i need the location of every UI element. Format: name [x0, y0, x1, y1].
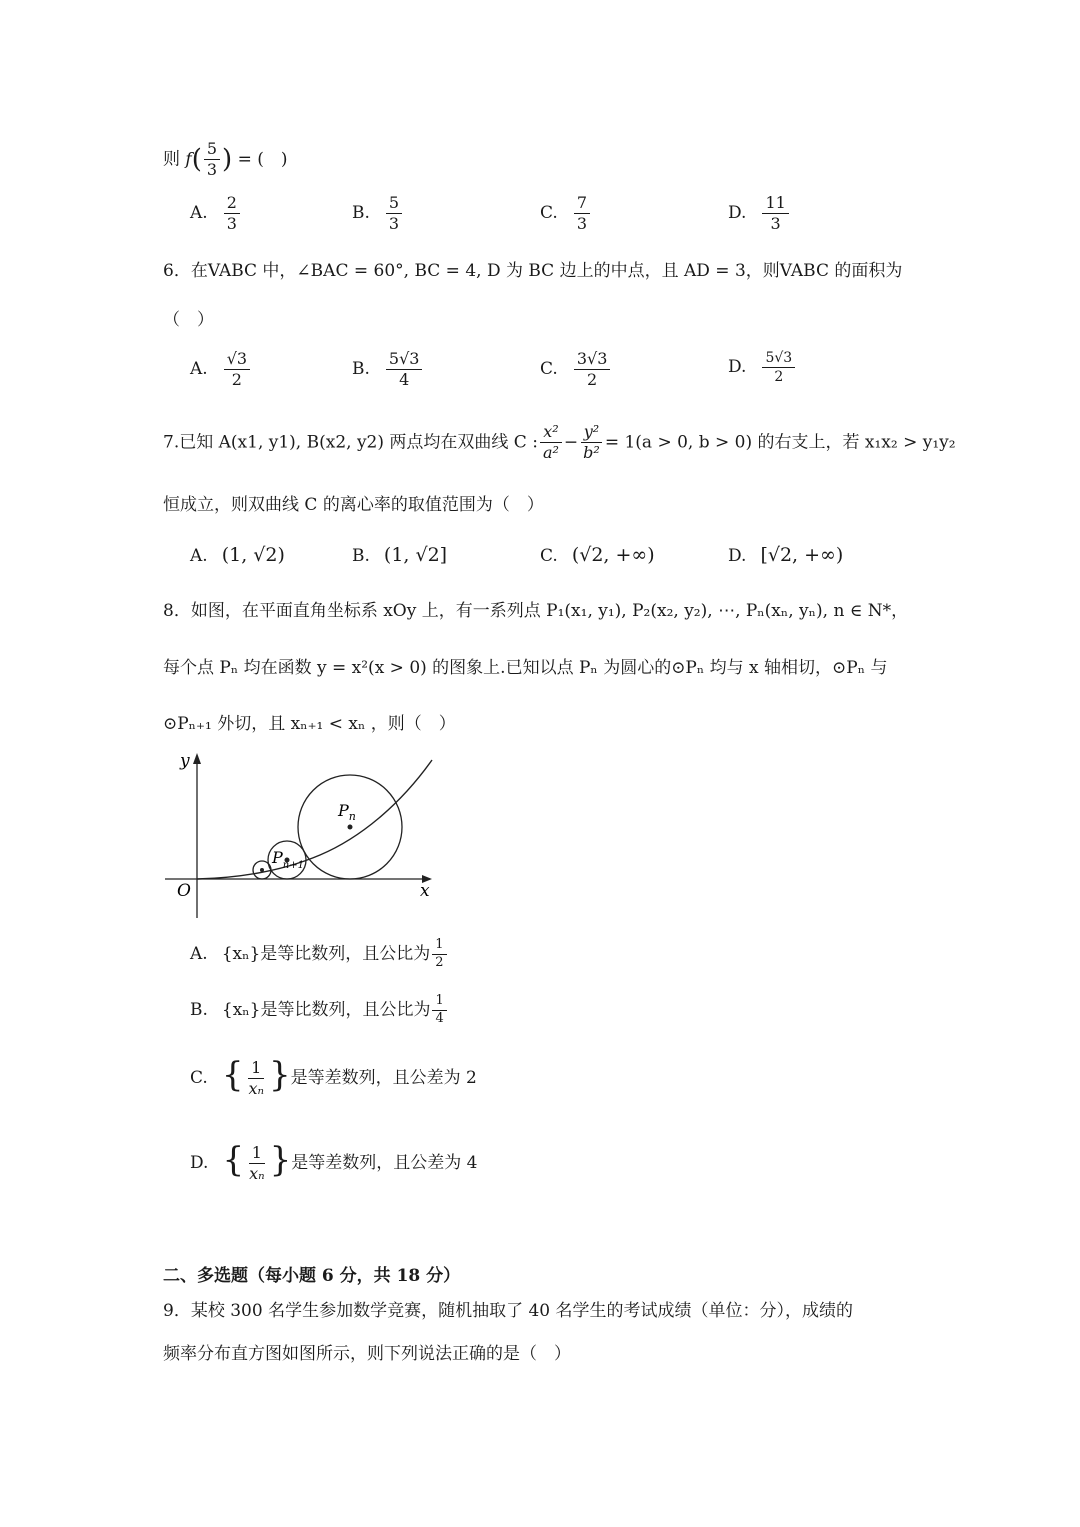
frac-den: xₙ	[248, 1079, 264, 1098]
point-pn2	[260, 868, 264, 872]
q5-paren-right: )	[222, 144, 233, 175]
frac-num: 2	[224, 194, 240, 214]
pn1-label	[271, 848, 304, 871]
frac-den: 4	[399, 370, 410, 390]
q6-stem: 6．在VABC 中，∠BAC = 60°, BC = 4, D 为 BC 边上的中点，且 AD = 3，则VABC 的面积为	[163, 261, 903, 281]
pn1-label-main: P	[272, 848, 283, 867]
option-fraction	[574, 194, 590, 234]
frac-den: 2	[435, 954, 444, 970]
frac-den: b²	[583, 443, 600, 463]
option-fraction	[224, 350, 250, 390]
option-fraction	[762, 194, 788, 234]
frac-num: 5√3	[386, 350, 423, 370]
q9-line2: 频率分布直方图如图所示，则下列说法正确的是（ ）	[163, 1344, 571, 1364]
frac-num: 3√3	[574, 350, 611, 370]
brace-left: {	[222, 1140, 245, 1180]
pn-label-main: P	[338, 801, 349, 820]
point-pn	[348, 825, 353, 830]
frac-num: x²	[540, 423, 561, 443]
q7-minus: −	[563, 432, 579, 453]
q7-fraction-x	[540, 423, 562, 463]
option-text: 是等差数列，且公差为 4	[291, 1153, 478, 1173]
q6-option-c	[540, 350, 612, 390]
frac-num: 5√3	[762, 350, 795, 368]
option-label: B.	[352, 359, 370, 380]
frac-den: 4	[435, 1010, 444, 1026]
option-fraction	[762, 350, 795, 385]
q8-option-b	[190, 994, 449, 1027]
q8-option-c	[190, 1055, 477, 1098]
option-label: D.	[728, 203, 747, 224]
option-label: B.	[352, 203, 370, 224]
option-text: 是等比数列，且公比为	[260, 943, 431, 964]
frac-den: 3	[388, 214, 400, 234]
option-text: (1, √2)	[221, 544, 285, 566]
frac-num: 5	[386, 194, 402, 214]
option-label: A.	[190, 546, 208, 566]
option-label: A.	[190, 943, 208, 964]
parabola-curve	[197, 760, 432, 879]
option-fraction	[432, 938, 446, 971]
option-text: 是等比数列，且公比为	[260, 999, 431, 1020]
frac-den: xₙ	[249, 1164, 265, 1183]
frac-num: 1	[432, 994, 446, 1011]
frac-num: √3	[224, 350, 250, 370]
brace-right: }	[268, 1055, 291, 1095]
section-heading: 二、多选题（每小题 6 分，共 18 分）	[163, 1266, 461, 1286]
q7-stem-part-c: = 1(a > 0, b > 0) 的右支上，若 x₁x₂ > y₁y₂	[604, 432, 956, 453]
frac-den: a²	[542, 443, 559, 463]
q7-option-b	[352, 544, 447, 566]
option-label: C.	[540, 546, 558, 566]
option-fraction	[386, 194, 402, 234]
option-fraction	[245, 1059, 267, 1099]
q5-stem	[163, 140, 288, 180]
q7-option-a	[190, 544, 285, 566]
pn-label	[337, 801, 356, 823]
option-text: [√2, +∞)	[760, 544, 844, 566]
pn1-label-sub: n+1	[282, 860, 304, 871]
q6-option-a	[190, 350, 252, 390]
option-sequence: {xₙ}	[221, 943, 261, 964]
q6-paren: （ ）	[163, 310, 214, 330]
pn-label-sub: n	[348, 810, 356, 823]
option-label: D.	[728, 357, 747, 378]
q5-argument-fraction	[204, 140, 220, 180]
q7-stem-line2: 恒成立，则双曲线 C 的离心率的取值范围为（ ）	[163, 495, 544, 515]
brace-right: }	[269, 1140, 292, 1180]
y-axis-arrow-icon	[193, 753, 201, 764]
option-fraction	[386, 350, 423, 390]
origin-label: O	[177, 881, 191, 901]
q5-option-b	[352, 194, 404, 234]
brace-left: {	[221, 1055, 244, 1095]
option-label: D.	[190, 1153, 209, 1173]
frac-den: 3	[226, 214, 237, 234]
q5-option-d	[728, 194, 791, 234]
q9-line1: 9．某校 300 名学生参加数学竞赛，随机抽取了 40 名学生的考试成绩（单位：分），成绩的	[163, 1301, 854, 1321]
q5-option-c	[540, 194, 592, 234]
q7-option-c	[540, 544, 655, 566]
frac-num: 7	[574, 194, 590, 214]
option-label: A.	[190, 203, 208, 224]
frac-num: y²	[581, 423, 602, 443]
option-label: A.	[190, 359, 208, 380]
q8-line3: ⊙Pₙ₊₁ 外切，且 xₙ₊₁ < xₙ ，则（ ）	[163, 714, 456, 734]
option-label: C.	[540, 359, 558, 380]
option-label: C.	[190, 1068, 208, 1088]
q5-arg-num: 5	[204, 140, 220, 160]
frac-den: 2	[587, 370, 598, 390]
x-axis-label: x	[420, 881, 430, 901]
q5-function-name: f	[185, 149, 192, 170]
option-sequence: {xₙ}	[221, 999, 261, 1020]
option-text: (1, √2]	[383, 544, 448, 566]
frac-den: 2	[774, 369, 784, 386]
q8-figure	[160, 750, 460, 925]
q5-stem-suffix: = ( )	[237, 149, 288, 170]
q5-stem-prefix: 则	[163, 149, 180, 170]
frac-den: 3	[770, 214, 781, 234]
q6-option-b	[352, 350, 424, 390]
q5-option-a	[190, 194, 242, 234]
q8-line1: 8．如图，在平面直角坐标系 xOy 上，有一系列点 P₁(x₁, y₁), P₂(x₂, y₂), ⋯, Pₙ(xₙ, yₙ), n ∈ N*，	[163, 601, 909, 621]
option-text: (√2, +∞)	[571, 544, 655, 566]
option-label: B.	[190, 999, 208, 1020]
frac-num: 11	[762, 194, 788, 214]
option-fraction	[432, 994, 446, 1027]
y-axis-label: y	[180, 751, 190, 771]
q8-line2: 每个点 Pₙ 均在函数 y = x²(x > 0) 的图象上.已知以点 Pₙ 为圆心的⊙Pₙ 均与 x 轴相切，⊙Pₙ 与	[163, 658, 888, 678]
frac-num: 1	[248, 1059, 264, 1079]
q7-stem	[163, 423, 956, 463]
q5-arg-den: 3	[206, 160, 218, 180]
q8-option-a	[190, 938, 449, 971]
frac-num: 1	[432, 938, 446, 955]
option-fraction	[224, 194, 240, 234]
q6-option-d	[728, 350, 797, 385]
q8-option-d	[190, 1140, 477, 1183]
frac-den: 3	[576, 214, 587, 234]
option-text: 是等差数列，且公差为 2	[290, 1068, 477, 1088]
option-fraction	[574, 350, 611, 390]
option-label: C.	[540, 203, 558, 224]
frac-num: 1	[249, 1144, 265, 1164]
option-label: B.	[352, 546, 370, 566]
q7-stem-part-b: 1, y1), B(x2, y2) 两点均在双曲线 C :	[247, 432, 538, 453]
q5-paren-left: (	[191, 144, 202, 175]
frac-den: 2	[231, 370, 242, 390]
q7-fraction-y	[580, 423, 603, 463]
q7-stem-part-a: 7.已知 A(x	[163, 432, 248, 453]
q7-option-d	[728, 544, 843, 566]
option-fraction	[246, 1144, 268, 1184]
option-label: D.	[728, 546, 747, 566]
